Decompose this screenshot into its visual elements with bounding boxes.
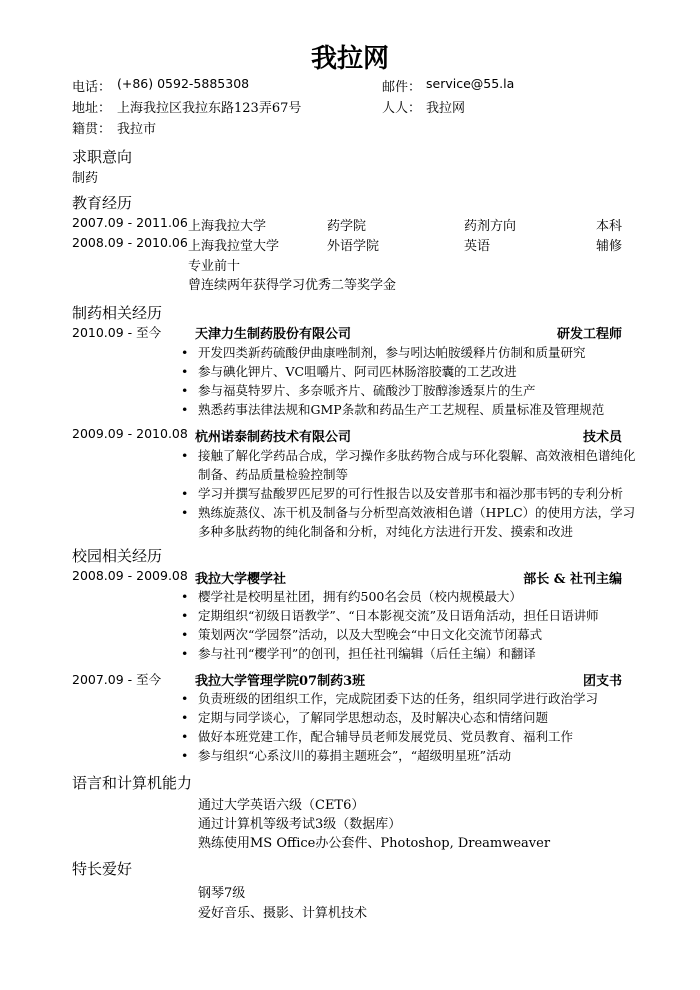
resume-name: 我拉网 — [310, 44, 389, 74]
section-title-pharma: 制药相关经历 — [72, 304, 163, 322]
job-bullets — [178, 689, 638, 765]
job-role: 团支书 — [582, 674, 622, 689]
job-company: 我拉大学樱学社 — [195, 572, 287, 587]
job-date: 2010.09 - 至今 — [72, 325, 162, 340]
edu-note: 曾连续两年获得学习优秀二等奖学金 — [188, 278, 397, 293]
edu-degree: 本科 — [595, 219, 622, 234]
person-label: 人人： — [382, 101, 422, 116]
phone-value: (+86) 0592-5885308 — [117, 76, 250, 91]
list-item: • 樱学社是校明星社团，拥有约500名会员（校内规模最大） — [181, 589, 522, 604]
list-item: • 接触了解化学药品合成，学习操作多肽药物合成与环化裂解、高效液相色谱纯化制备、药品质量检验控制等 — [181, 448, 636, 482]
list-item: • 熟练旋蒸仪、冻干机及制备与分析型高效液相色谱（HPLC）的使用方法，学习多种多肽药物的纯化制备和分析，对纯化方法进行开发、摸索和改进 — [181, 505, 636, 539]
section-title-campus: 校园相关经历 — [72, 547, 163, 565]
address-label: 地址： — [72, 101, 112, 116]
edu-major: 药剂方向 — [464, 219, 517, 234]
edu-note: 专业前十 — [188, 259, 241, 274]
job-company: 我拉大学管理学院07制药3班 — [195, 674, 366, 689]
edu-date: 2008.09 - 2010.06 — [72, 235, 188, 250]
job-date: 2007.09 - 至今 — [72, 672, 162, 687]
edu-date: 2007.09 - 2011.06 — [72, 215, 188, 230]
edu-college: 外语学院 — [327, 239, 380, 254]
job-bullets — [178, 343, 638, 419]
job-date: 2008.09 - 2009.08 — [72, 568, 188, 583]
origin-value: 我拉市 — [117, 122, 157, 137]
list-item: • 参与碘化钾片、VC咀嚼片、阿司匹林肠溶胶囊的工艺改进 — [181, 364, 517, 379]
skill-item: 通过大学英语六级（CET6） — [198, 798, 365, 813]
job-company: 天津力生制药股份有限公司 — [195, 327, 352, 342]
hobby-item: 爱好音乐、摄影、计算机技术 — [198, 906, 368, 921]
list-item: • 负责班级的团组织工作，完成院团委下达的任务，组织同学进行政治学习 — [181, 691, 599, 706]
skill-item: 通过计算机等级考试3级（数据库） — [198, 817, 402, 832]
edu-school: 上海我拉大学 — [188, 219, 267, 234]
section-title-skills: 语言和计算机能力 — [72, 774, 193, 792]
job-date: 2009.09 - 2010.08 — [72, 426, 188, 441]
list-item: • 策划两次“学园祭”活动，以及大型晚会“中日文化交流节闭幕式 — [181, 627, 543, 642]
edu-major: 英语 — [464, 239, 491, 254]
list-item: • 参与福莫特罗片、多奈哌齐片、硫酸沙丁胺醇渗透泵片的生产 — [181, 383, 536, 398]
job-role: 研发工程师 — [556, 327, 622, 342]
job-role: 技术员 — [582, 430, 622, 445]
hobby-item: 钢琴7级 — [198, 886, 246, 901]
section-title-objective: 求职意向 — [72, 148, 133, 166]
list-item: • 熟悉药事法律法规和GMP条款和药品生产工艺规程、质量标准及管理规范 — [181, 402, 605, 417]
address-value: 上海我拉区我拉东路123弄67号 — [117, 101, 302, 116]
email-value: service@55.la — [426, 76, 515, 91]
person-value: 我拉网 — [426, 101, 466, 116]
job-bullets — [178, 446, 638, 541]
phone-label: 电话： — [72, 80, 112, 95]
list-item: • 学习并撰写盐酸罗匹尼罗的可行性报告以及安普那韦和福沙那韦钙的专利分析 — [181, 486, 624, 501]
list-item: • 参与社刊“樱学刊”的创刊，担任社刊编辑（后任主编）和翻译 — [181, 646, 536, 661]
job-bullets — [178, 587, 638, 663]
edu-degree: 辅修 — [595, 239, 622, 254]
list-item: • 做好本班党建工作，配合辅导员老师发展党员、党员教育、福利工作 — [181, 729, 574, 744]
list-item: • 参与组织“心系汶川的募捐主题班会”，“超级明星班”活动 — [181, 748, 512, 763]
objective-value: 制药 — [72, 171, 99, 186]
section-title-education: 教育经历 — [72, 194, 133, 212]
edu-school: 上海我拉堂大学 — [188, 239, 280, 254]
skill-item: 熟练使用MS Office办公套件、Photoshop, Dreamweaver — [198, 836, 551, 851]
email-label: 邮件： — [382, 80, 422, 95]
job-company: 杭州诺泰制药技术有限公司 — [195, 430, 352, 445]
section-title-hobbies: 特长爱好 — [72, 860, 133, 878]
job-role: 部长 & 社刊主编 — [523, 572, 622, 587]
origin-label: 籍贯： — [72, 122, 112, 137]
list-item: • 定期与同学谈心，了解同学思想动态，及时解决心态和情绪问题 — [181, 710, 549, 725]
edu-college: 药学院 — [327, 219, 367, 234]
list-item: • 定期组织“初级日语教学”、“日本影视交流”及日语角活动，担任日语讲师 — [181, 608, 599, 623]
list-item: • 开发四类新药硫酸伊曲康唑制剂，参与吲达帕胺缓释片仿制和质量研究 — [181, 345, 586, 360]
